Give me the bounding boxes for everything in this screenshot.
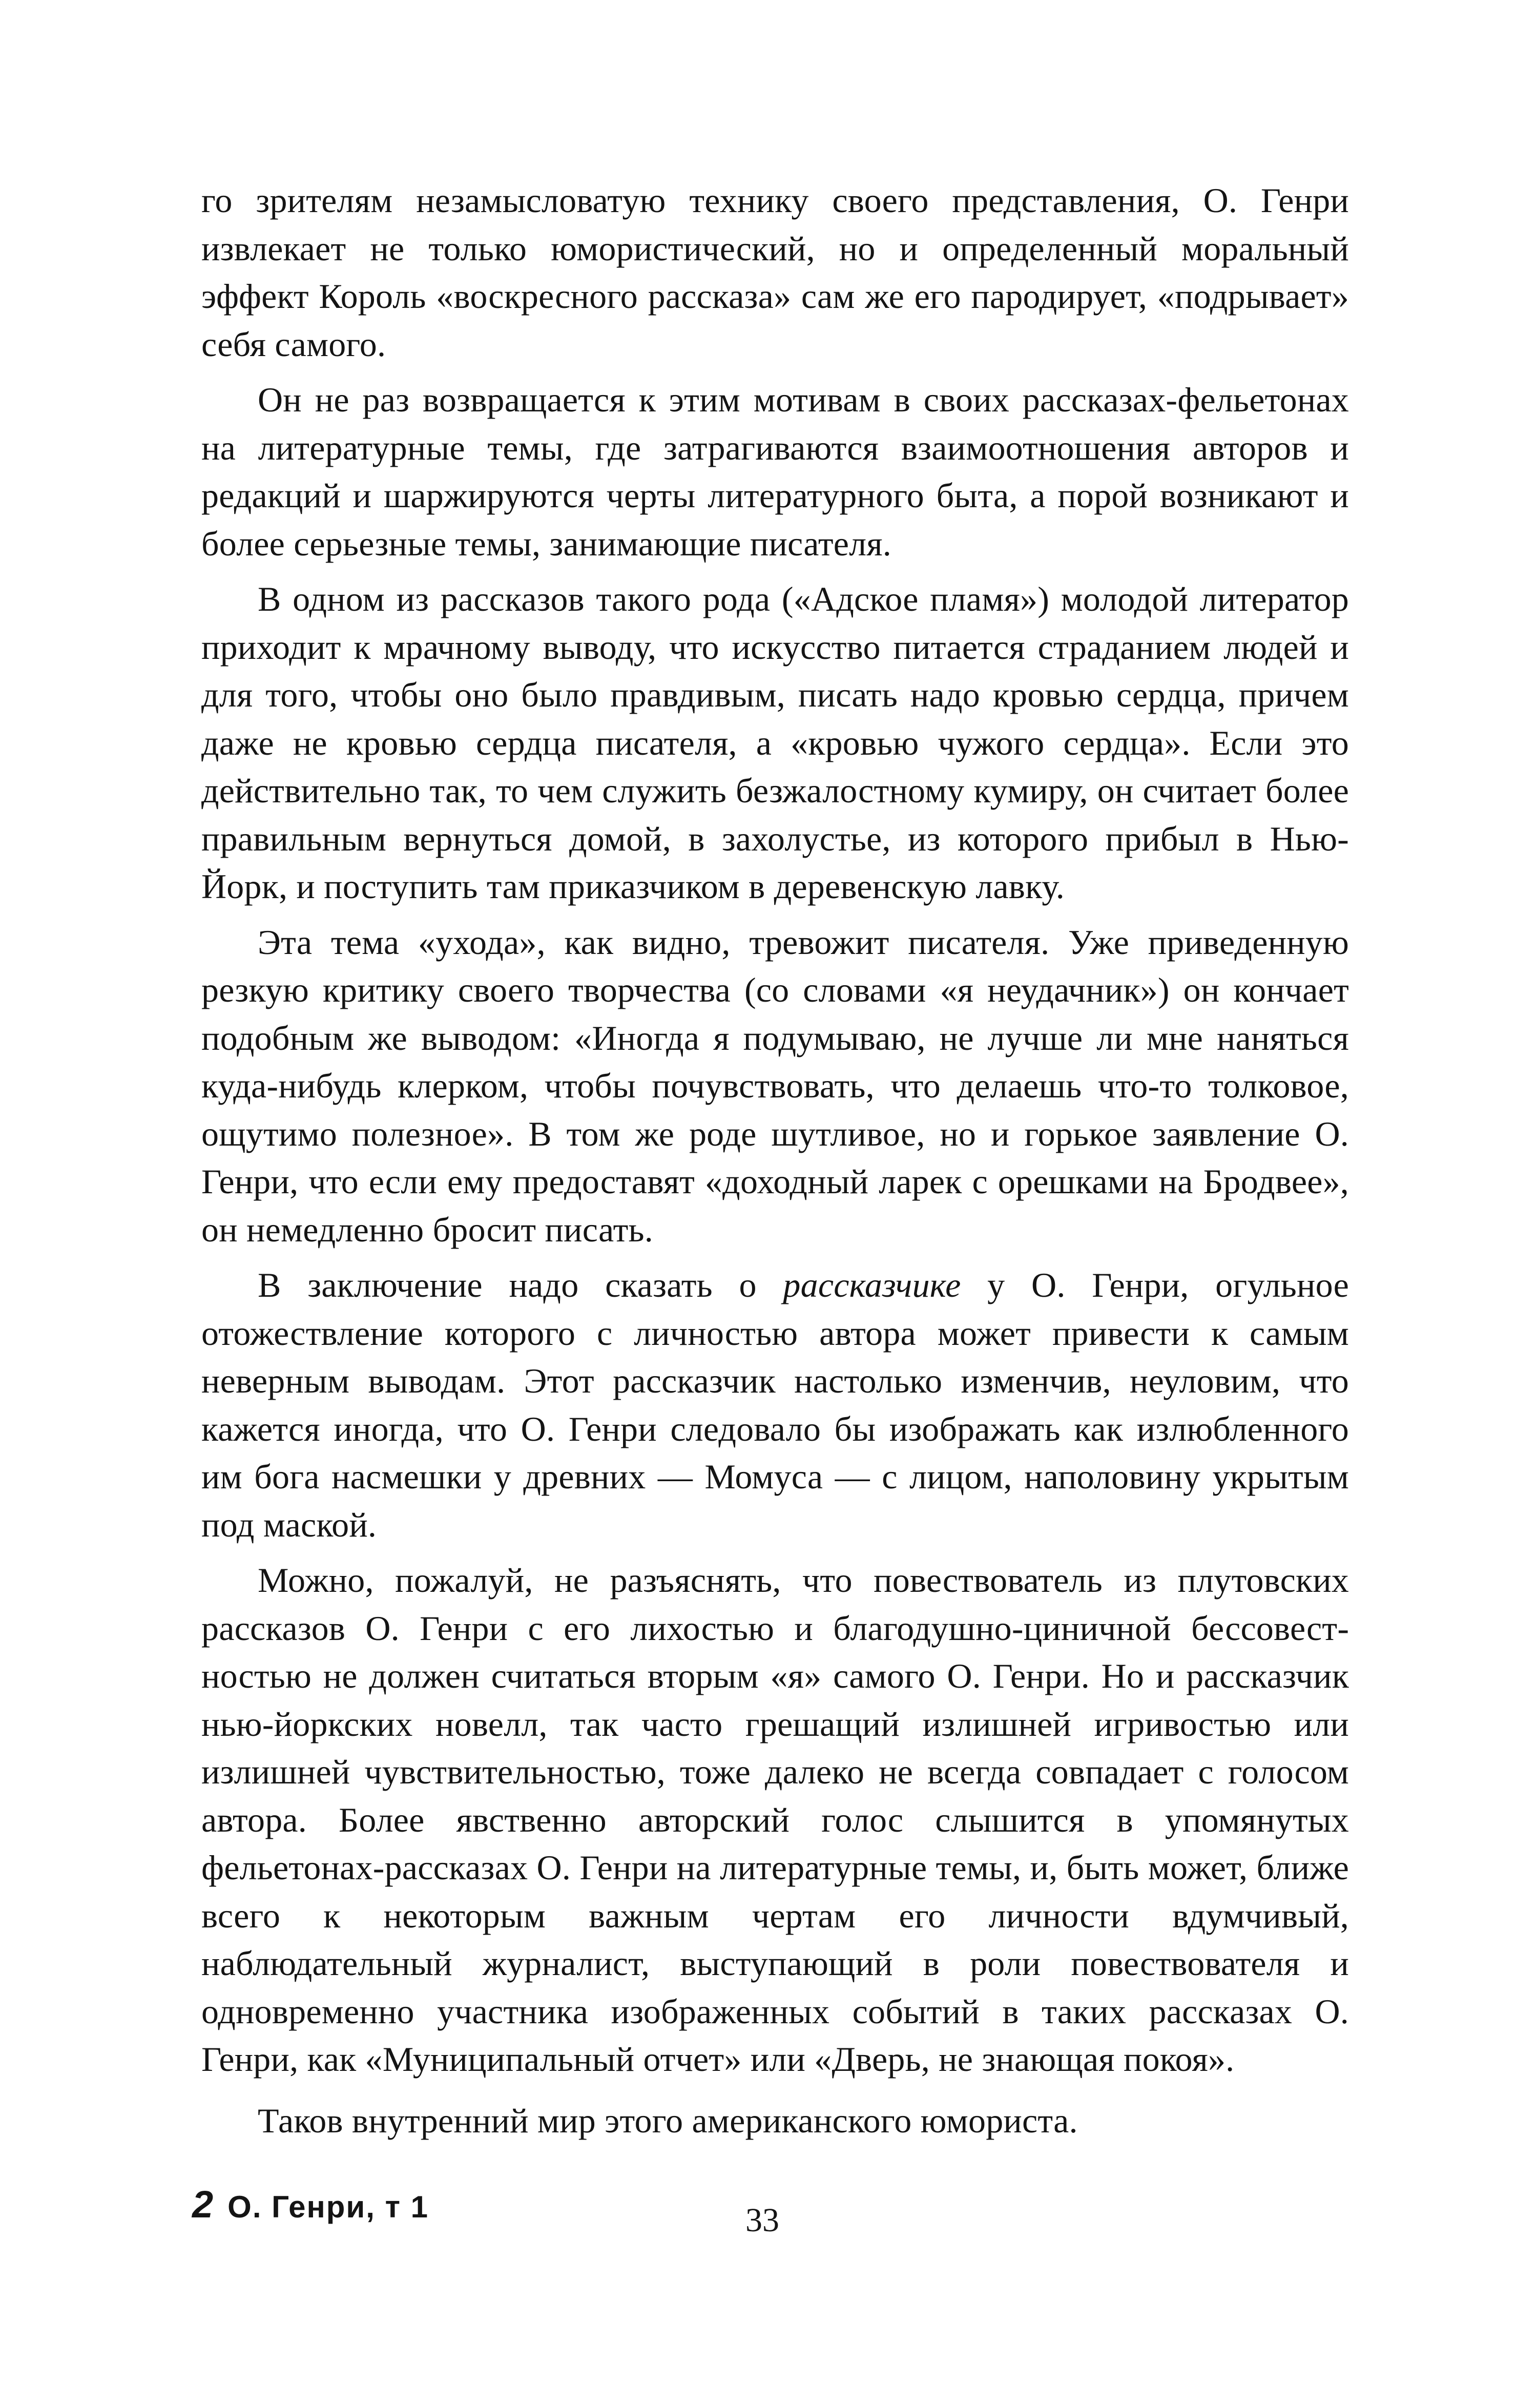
signature-number: 2 <box>192 2183 214 2226</box>
printer-signature-mark <box>192 2183 429 2226</box>
paragraph-text: у О. Генри, огульное отожествление которого с личностью автора может привести к самым неверным выводам. Этот рассказчик настолько изменчив, неуловим, что кажется иногда, что О. Генри следовало бы изображать как излюбленного им бога насмешки у древних — Момуса — с лицом, наполовину укрытым под маской. <box>201 1265 1349 1544</box>
paragraph-text: В одном из рассказов такого рода («Адское пламя») молодой литератор приходит к мрачному выводу, что искусство питается страданием людей и для того, чтобы оно было правдивым, писать надо кровью сердца, причем даже не кровью сердца писателя, а «кровью чужого сердца». Если это действительно так, то чем служить безжалостному кумиру, он считает более правильным вернуться домой, в захолустье, из которого прибыл в Нью-Йорк, и поступить там приказчиком в деревенскую лавку. <box>201 579 1349 906</box>
italic-emphasis: рассказчике <box>783 1265 961 1304</box>
paragraph-text: Он не раз возвращается к этим мотивам в своих рассказах-фельетонах на литературные темы, где затрагиваются взаимоотношения авторов и редакций и шаржируются черты литературного быта, а порой возникают и более серьезные темы, занимающие писателя. <box>201 380 1349 563</box>
paragraph-text: Таков внутренний мир этого американского юмориста. <box>258 2101 1078 2140</box>
paragraph-text: В заключение надо сказать о <box>258 1265 783 1304</box>
paragraph-text: го зрителям незамысловатую технику своего представления, О. Генри извлекает не только юмористический, но и определенный моральный эффект Король «воскресного рассказа» сам же его пародирует, «подрывает» себя самого. <box>201 181 1349 364</box>
paragraph-text: Можно, пожалуй, не разъяснять, что повествователь из плутовских рассказов О. Генри с его лихостью и благодушно-циничной бессовестностью не должен считаться вторым «я» самого О. Генри. Но и рассказчик нью-йоркских новелл, так часто грешащий излишней игривостью или излишней чувствительностью, тоже далеко не всегда совпадает с голосом автора. Более явственно авторский голос слышится в упомянутых фельетонах-рассказах О. Генри на литературные темы, и, быть может, ближе всего к некоторым важным чертам его личности вдумчивый, наблюдательный журналист, выступающий в роли повествователя и одновременно участника изображенных событий в таких рассказах О. Генри, как «Муниципальный отчет» или «Дверь, не знающая покоя». <box>201 1561 1349 2079</box>
signature-text: О. Генри, т 1 <box>227 2190 429 2224</box>
paragraph-2 <box>201 376 1349 568</box>
paragraph-6 <box>201 1556 1349 2084</box>
paragraph-7 <box>201 2097 1349 2145</box>
paragraph-3 <box>201 575 1349 911</box>
page-number: 33 <box>745 2202 779 2239</box>
paragraph-text: Эта тема «ухода», как видно, тревожит писателя. Уже приведенную резкую критику своего творчества (со словами «я неудачник») он кончает подобным же выводом: «Иногда я подумываю, не лучше ли мне наняться куда-нибудь клерком, чтобы почувствовать, что делаешь что-то толковое, ощутимо полезное». В том же роде шутливое, но и горькое заявление О. Генри, что если ему предоставят «доходный ларек с орешками на Бродвее», он немедленно бросит писать. <box>201 922 1349 1249</box>
paragraph-4 <box>201 919 1349 1254</box>
paragraph-5 <box>201 1261 1349 1549</box>
body-text <box>201 177 1349 2152</box>
paragraph-1 <box>201 177 1349 368</box>
